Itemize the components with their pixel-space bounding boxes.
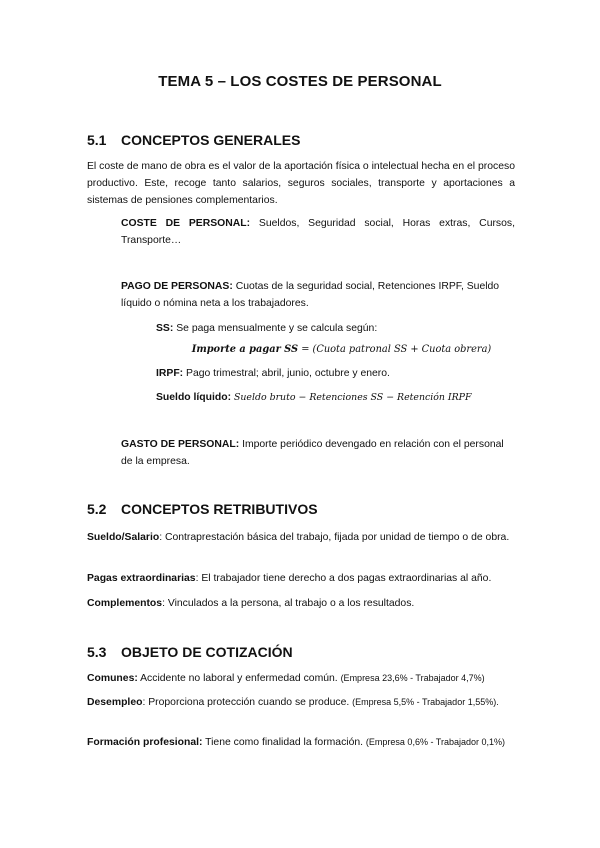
ss-text: Se paga mensualmente y se calcula según:	[176, 323, 378, 334]
item-text: : Vinculados a la persona, al trabajo o a los resultados.	[162, 598, 415, 609]
coste-personal-paragraph	[121, 215, 515, 249]
item-note: (Empresa 23,6% - Trabajador 4,7%)	[340, 673, 485, 683]
cotizacion-item	[87, 734, 515, 751]
cotizacion-item	[87, 694, 515, 711]
cotizacion-item	[87, 670, 515, 687]
formula-bold: Importe a pagar SS	[191, 344, 299, 355]
pago-label: PAGO DE PERSONAS:	[121, 281, 233, 292]
irpf-label: IRPF:	[156, 368, 184, 379]
pago-text: Cuotas de la seguridad social, Retenciones IRPF, Sueldo líquido o nómina neta a los trabajadores.	[121, 281, 500, 309]
item-text: : Proporciona protección cuando se produce.	[142, 697, 353, 708]
item-label: Complementos	[87, 598, 163, 609]
pago-personas-paragraph	[121, 278, 515, 312]
gasto-text: Importe periódico devengado en relación con el personal de la empresa.	[121, 439, 504, 467]
gasto-label: GASTO DE PERSONAL:	[121, 439, 240, 450]
page-title: TEMA 5 – LOS COSTES DE PERSONAL	[158, 73, 442, 90]
gasto-personal-paragraph	[121, 436, 515, 470]
sueldo-formula: Sueldo bruto − Retenciones SS − Retención IRPF	[233, 392, 472, 403]
item-text: : Contraprestación básica del trabajo, fijada por unidad de tiempo o de obra.	[159, 532, 510, 543]
item-note: (Empresa 0,6% - Trabajador 0,1%)	[365, 737, 505, 747]
item-label: Desempleo	[87, 697, 143, 708]
coste-text: Sueldos, Seguridad social, Horas extras, Cursos, Transporte…	[121, 218, 515, 246]
sueldo-label: Sueldo líquido:	[156, 392, 232, 403]
section-number: 5.3	[87, 644, 107, 660]
item-label: Comunes:	[87, 673, 138, 684]
retributivo-item	[87, 595, 515, 612]
irpf-text: Pago trimestral; abril, junio, octubre y enero.	[186, 368, 390, 379]
section-number: 5.1	[87, 132, 107, 148]
section-heading-5-3	[87, 644, 293, 660]
ss-label: SS:	[156, 323, 174, 334]
intro-paragraph: El coste de mano de obra es el valor de la aportación física o intelectual hecha en el proceso productivo. Este, recoge tanto salarios, seguros sociales, transporte y aportaciones a sistemas de pensiones complementarios.	[87, 161, 515, 206]
item-label: Pagas extraordinarias	[87, 573, 196, 584]
item-text: Tiene como finalidad la formación.	[202, 737, 366, 748]
ss-line	[156, 320, 515, 337]
item-label: Formación profesional:	[87, 737, 203, 748]
section-title: CONCEPTOS GENERALES	[121, 132, 301, 148]
item-text: Accidente no laboral y enfermedad común.	[137, 673, 341, 684]
retributivo-item	[87, 529, 515, 546]
section-title: CONCEPTOS RETRIBUTIVOS	[121, 501, 318, 517]
sueldo-liquido-line	[156, 389, 515, 406]
section-heading-5-2	[87, 501, 318, 517]
section-number: 5.2	[87, 501, 107, 517]
ss-formula	[0, 344, 600, 355]
item-text: : El trabajador tiene derecho a dos pagas extraordinarias al año.	[195, 573, 492, 584]
retributivo-item	[87, 570, 515, 587]
section-title: OBJETO DE COTIZACIÓN	[121, 644, 293, 660]
irpf-line	[156, 365, 515, 382]
coste-label: COSTE DE PERSONAL:	[121, 218, 251, 229]
item-label: Sueldo/Salario	[87, 532, 160, 543]
formula-rest: = (Cuota patronal SS + Cuota obrera)	[298, 344, 492, 355]
section-heading-5-1	[87, 132, 300, 148]
item-note: (Empresa 5,5% - Trabajador 1,55%).	[352, 697, 499, 707]
